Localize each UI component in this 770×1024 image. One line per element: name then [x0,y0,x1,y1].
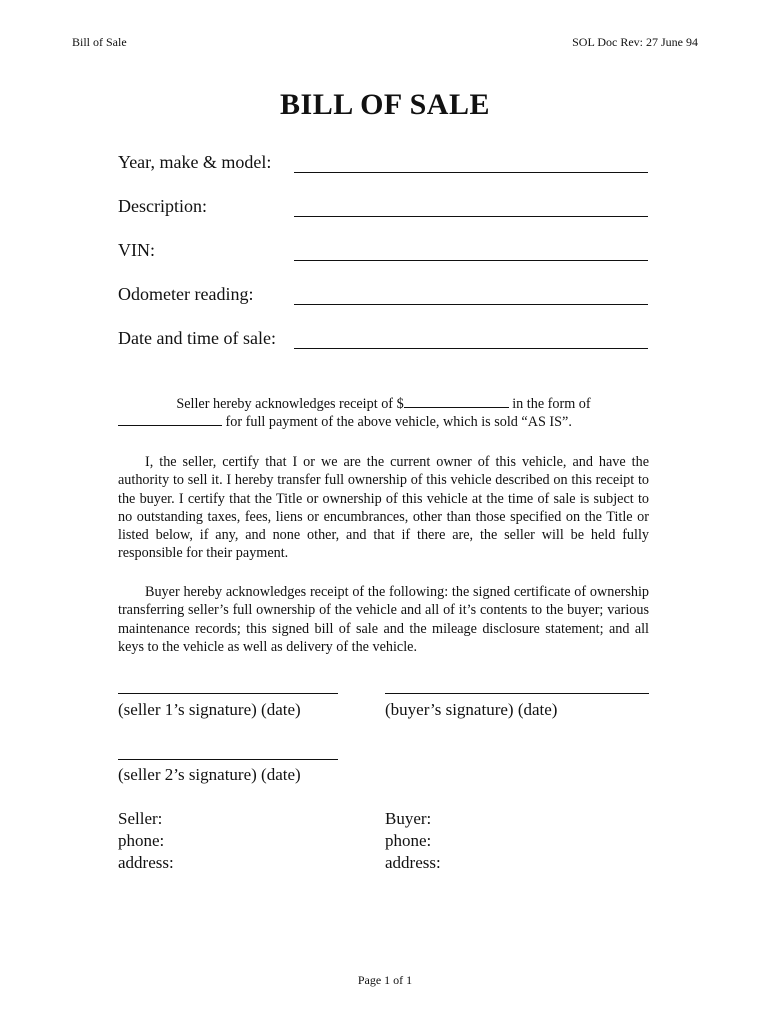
page-footer: Page 1 of 1 [357,973,413,987]
buyer-info [385,808,441,874]
seller-phone-label: phone: [118,831,165,850]
payment-text-1: Seller hereby acknowledges receipt of $ [176,396,404,412]
seller1-signature-label: (seller 1’s signature) (date) [118,700,301,719]
acknowledgement-text: Buyer hereby acknowledges receipt of the following: the signed certificate of ownership transferring seller’s full ownership of the vehicle and all of it’s contents to the buyer; various maintenance records; this signed bill of sale and the mileage disclosure statement; and all keys to the vehicle as well as delivery of the vehicle. [118,584,649,655]
field-label: Year, make & model: [118,152,272,172]
buyer-heading: Buyer: [385,809,432,828]
page-title: BILL OF SALE [280,88,490,121]
buyer-signature-line[interactable] [385,693,649,694]
buyer-phone-label: phone: [385,831,432,850]
date-time-blank[interactable] [294,348,648,349]
field-description [118,196,648,222]
amount-blank[interactable] [404,395,509,408]
payment-text-3: for full payment of the above vehicle, which is sold “AS IS”. [222,414,572,431]
seller-info [118,808,174,874]
buyer-address-label: address: [385,853,441,872]
certification-paragraph [118,453,649,563]
field-vin [118,240,648,266]
buyer-signature-label: (buyer’s signature) (date) [385,700,558,719]
payment-line-2 [118,413,649,431]
seller2-signature-line[interactable] [118,759,338,760]
payment-paragraph [118,395,649,432]
acknowledgement-paragraph [118,583,649,656]
field-year-make-model [118,152,648,178]
year-make-model-blank[interactable] [294,172,648,173]
payment-text-2: in the form of [508,396,591,412]
payment-line-1 [118,395,649,413]
seller1-signature-line[interactable] [118,693,338,694]
field-label: Odometer reading: [118,284,254,304]
header-right: SOL Doc Rev: 27 June 94 [572,35,698,49]
seller2-signature-label: (seller 2’s signature) (date) [118,765,301,784]
field-odometer [118,284,648,310]
field-label: Date and time of sale: [118,328,276,348]
vin-blank[interactable] [294,260,648,261]
odometer-blank[interactable] [294,304,648,305]
seller-address-label: address: [118,853,174,872]
header-left: Bill of Sale [72,35,127,49]
description-blank[interactable] [294,216,648,217]
field-label: Description: [118,196,207,216]
payment-form-blank[interactable] [118,413,222,426]
seller-heading: Seller: [118,809,163,828]
certification-text: I, the seller, certify that I or we are the current owner of this vehicle, and have the authority to sell it. I hereby transfer full ownership of this vehicle described on this receipt to the buyer. I certify that the Title or ownership of this vehicle at the time of sale is subject to no outstanding taxes, fees, liens or encumbrances, other than those specified on the Title or listed below, if any, and none other, and that if there are, the seller will be held fully responsible for their payment. [118,454,649,562]
field-label: VIN: [118,240,155,260]
field-date-time [118,328,648,354]
